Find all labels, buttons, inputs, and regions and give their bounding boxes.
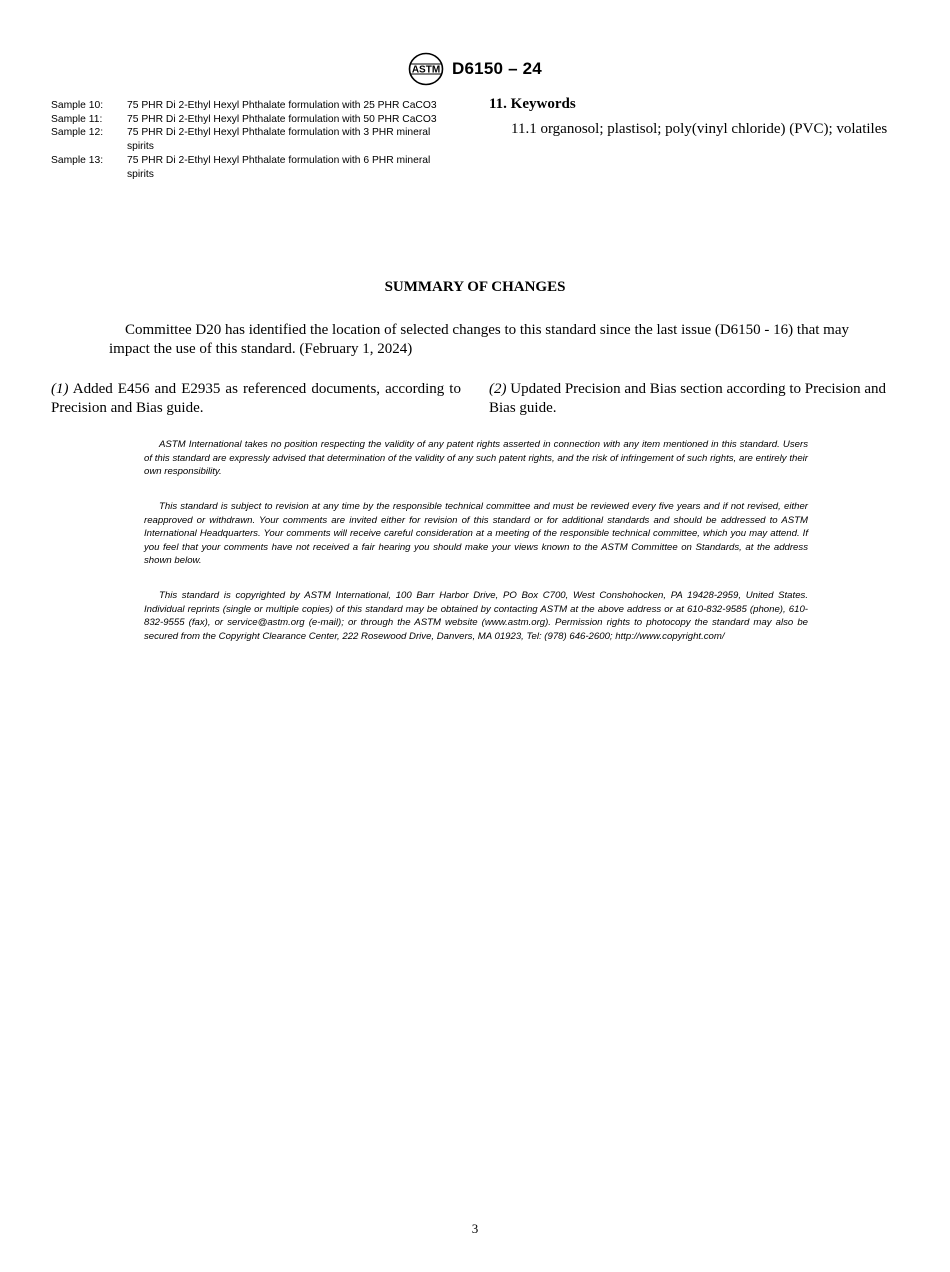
change-text: Added E456 and E2935 as referenced documents, according to Precision and Bias guide. xyxy=(51,381,461,416)
sample-list xyxy=(51,99,451,181)
summary-title: SUMMARY OF CHANGES xyxy=(384,279,566,295)
sample-description: 75 PHR Di 2-Ethyl Hexyl Phthalate formulation with 6 PHR mineral spirits xyxy=(127,154,431,180)
list-item xyxy=(51,154,451,181)
list-item xyxy=(51,99,451,113)
change-item xyxy=(489,380,901,417)
summary-intro-text: Committee D20 has identified the location of selected changes to this standard since the last issue (D6150 - 16) that may impact the use of this standard. (February 1, 2024) xyxy=(109,322,849,357)
sample-label: Sample 13: xyxy=(51,154,104,166)
astm-logo-icon xyxy=(408,52,444,86)
patent-notice: ASTM International takes no position respecting the validity of any patent rights asserted in connection with any item mentioned in this standard. Users of this standard are expressly advised that determination of the validity of any such patent rights, and the risk of infringement of such rights, are entirely their own responsibility. xyxy=(144,439,808,478)
sample-label: Sample 10: xyxy=(51,100,104,111)
sample-label: Sample 12: xyxy=(51,127,104,139)
sample-description: 75 PHR Di 2-Ethyl Hexyl Phthalate formulation with 50 PHR CaCO3 xyxy=(127,113,437,125)
list-item xyxy=(51,113,451,127)
change-item xyxy=(51,380,461,417)
change-number: (2) xyxy=(489,381,507,397)
change-number: (1) xyxy=(51,381,69,397)
keywords-section xyxy=(489,95,901,139)
revision-notice: This standard is subject to revision at any time by the responsible technical committee and must be reviewed every five years and if not revised, either reapproved or withdrawn. Your comments are invited either for revision of this standard or for additional standards and should be addressed to ASTM International Headquarters. Your comments will receive careful consideration at a meeting of the responsible technical committee, which you may attend. If you feel that your comments have not received a fair hearing you should make your views known to the ASTM Committee on Standards, at the address shown below. xyxy=(144,501,808,567)
copyright-notice: This standard is copyrighted by ASTM International, 100 Barr Harbor Drive, PO Box C700, West Conshohocken, PA 19428-2959, United States. Individual reprints (single or multiple copies) of this standard may be obtained by contacting ASTM at the above address or at 610-832-9585 (phone), 610-832-9555 (fax), or service@astm.org (e-mail); or through the ASTM website (www.astm.org). Permission rights to photocopy the standard may also be secured from the Copyright Clearance Center, 222 Rosewood Drive, Danvers, MA 01923, Tel: (978) 646-2600; http://www.copyright.com/ xyxy=(144,590,808,642)
page-header xyxy=(0,52,950,91)
page-number: 3 xyxy=(471,1221,479,1236)
logo-text: ASTM xyxy=(411,64,441,76)
sample-description: 75 PHR Di 2-Ethyl Hexyl Phthalate formulation with 25 PHR CaCO3 xyxy=(127,100,437,111)
summary-intro xyxy=(109,321,849,359)
keywords-text: 11.1 organosol; plastisol; poly(vinyl chloride) (PVC); volatiles xyxy=(511,121,888,137)
section-heading: 11. Keywords xyxy=(489,96,576,112)
list-item xyxy=(51,126,451,153)
document-designation: D6150 – 24 xyxy=(452,59,542,78)
sample-description: 75 PHR Di 2-Ethyl Hexyl Phthalate formulation with 3 PHR mineral spirits xyxy=(127,127,431,153)
change-text: Updated Precision and Bias section according to Precision and Bias guide. xyxy=(489,381,886,416)
sample-label: Sample 11: xyxy=(51,113,103,125)
